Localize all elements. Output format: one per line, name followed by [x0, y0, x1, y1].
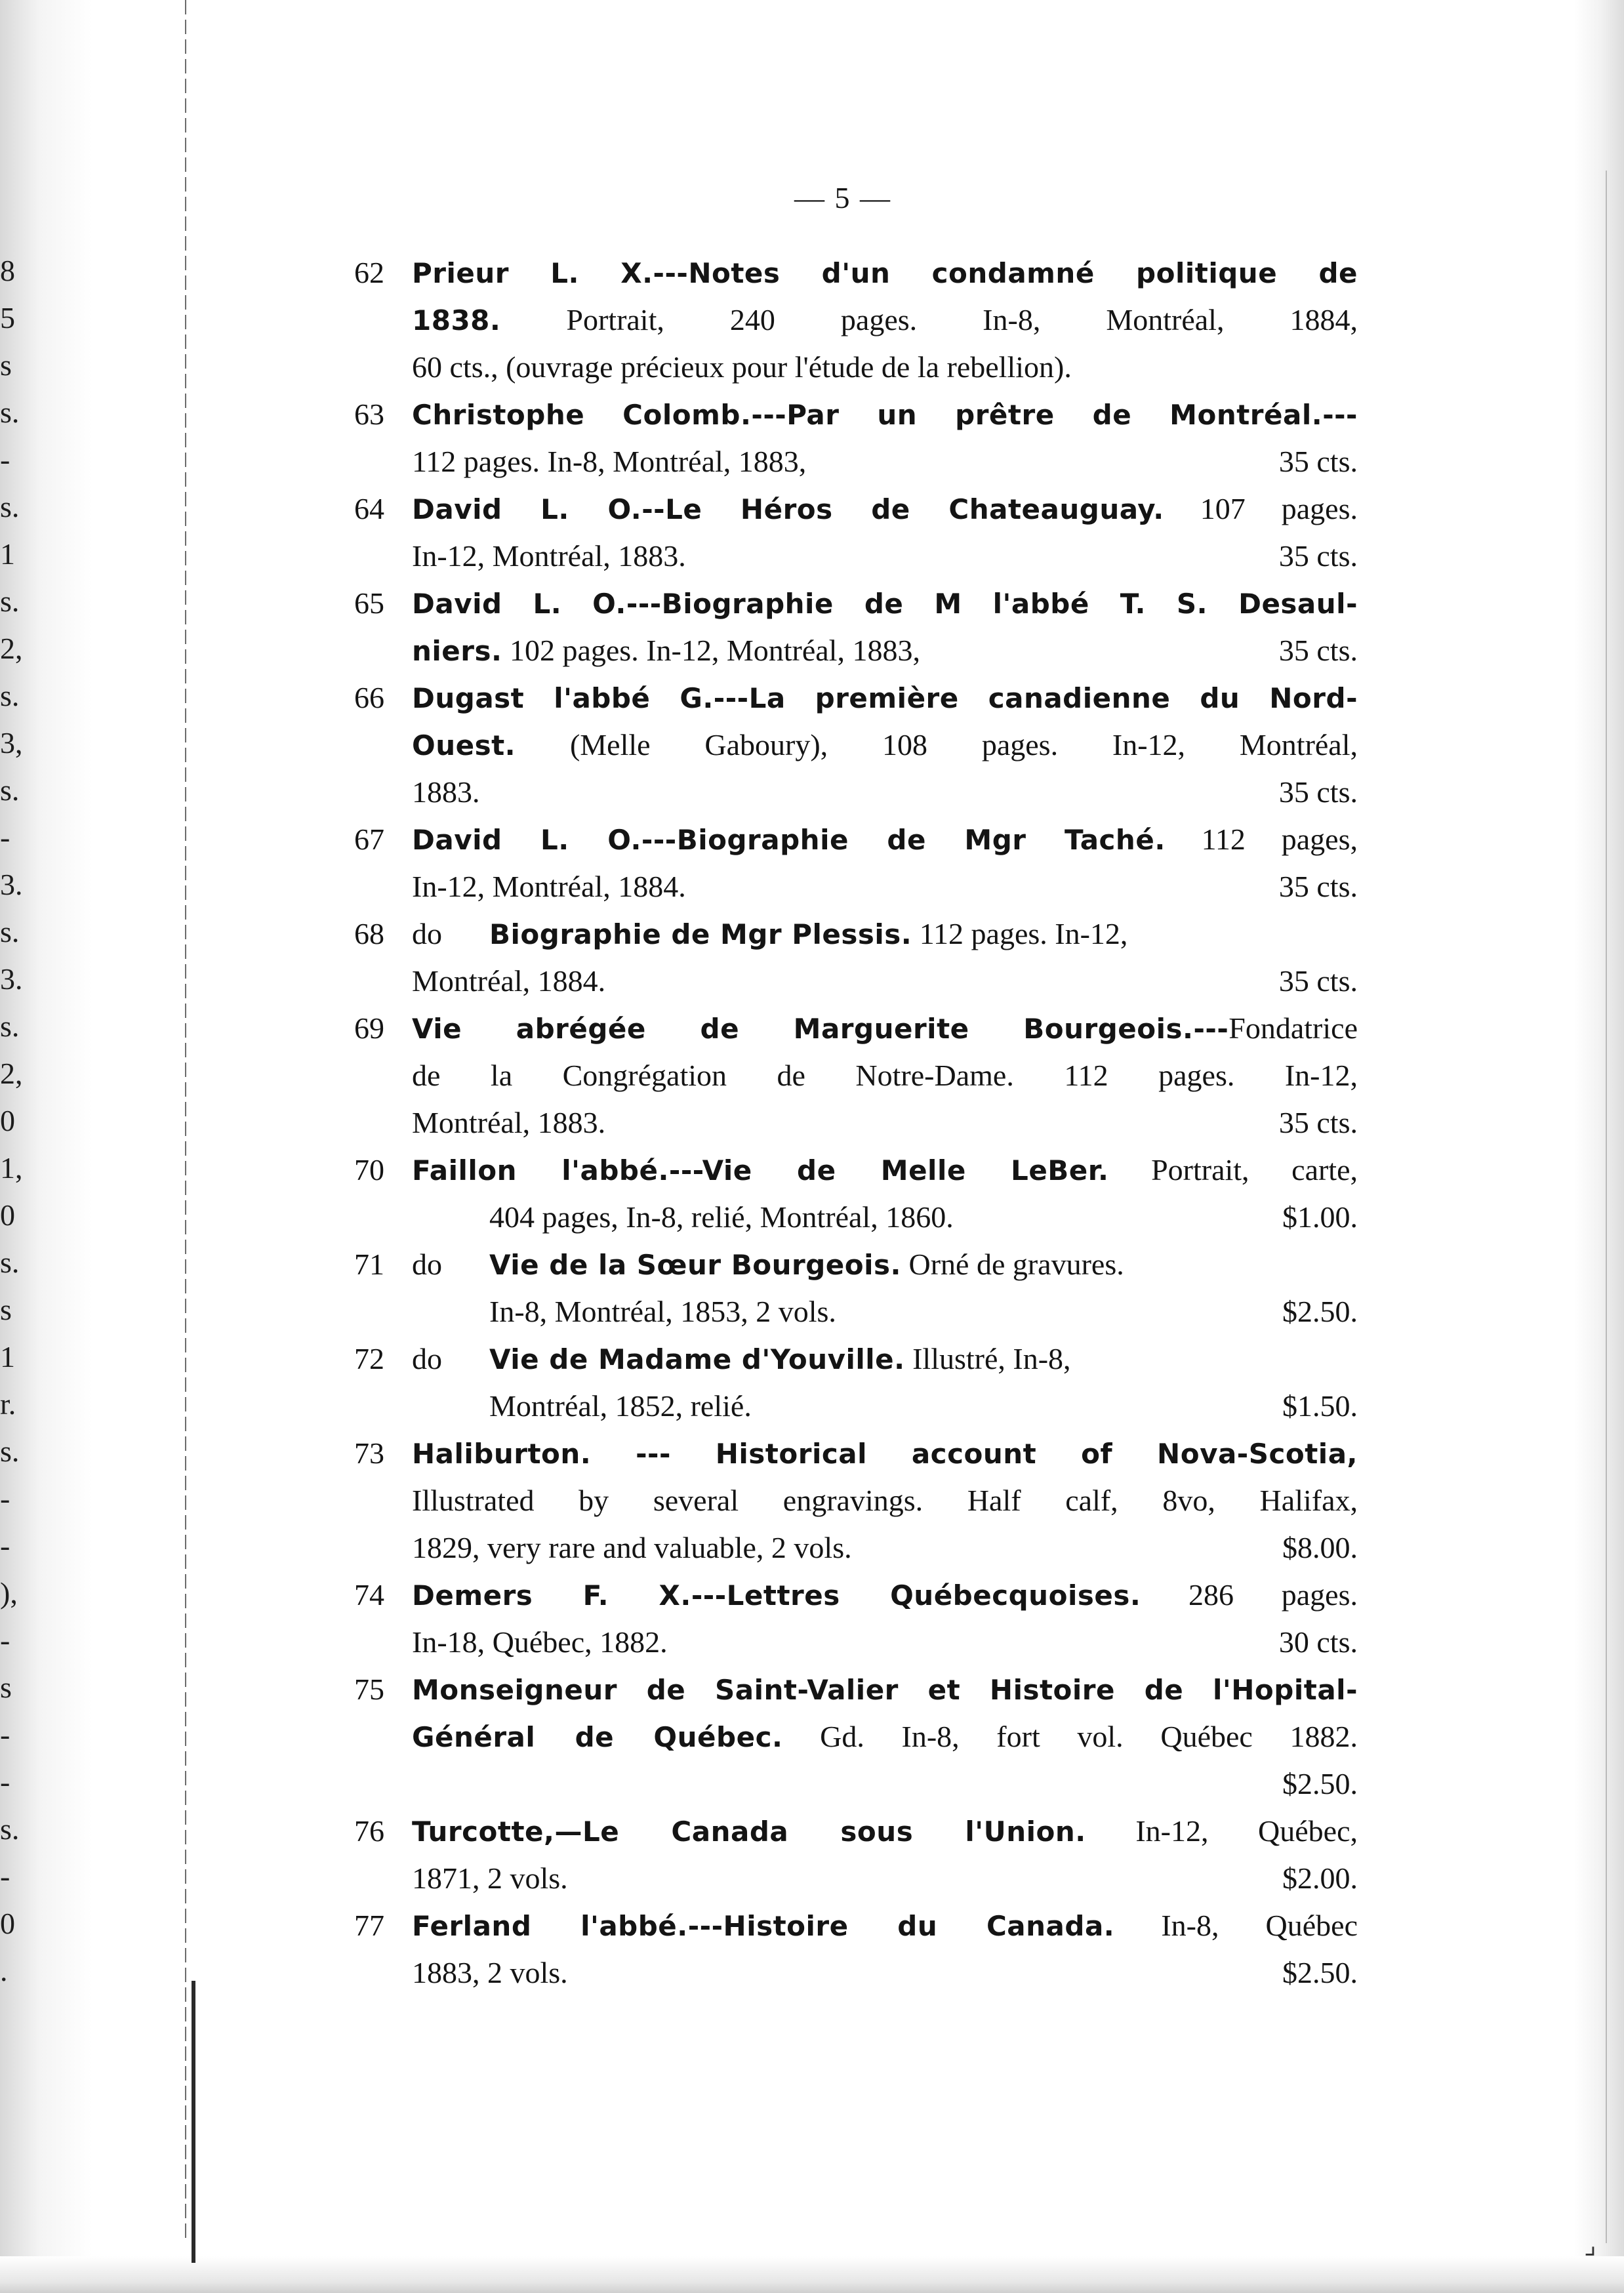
entry-details: Illustré, In-8,	[904, 1342, 1071, 1375]
entry-details: 1871, 2 vols.	[412, 1861, 568, 1895]
entry-number: 64	[354, 492, 384, 525]
entry-details: In-12, Québec,	[1086, 1814, 1358, 1848]
ditto-mark: do	[412, 917, 442, 950]
catalog-entry	[354, 1808, 1358, 1902]
facing-page-fragment: 1,	[0, 1151, 23, 1185]
entry-title: 1838.	[412, 304, 501, 336]
entry-line	[412, 1194, 1358, 1241]
catalog-entry	[354, 816, 1358, 910]
entry-line	[412, 344, 1358, 391]
catalog-entry	[354, 1572, 1358, 1666]
entry-details: 286 pages.	[1141, 1578, 1358, 1612]
entry-line	[412, 485, 1358, 533]
entry-title: Biographie de Mgr Plessis.	[489, 918, 912, 950]
facing-page-fragment: 0	[0, 1907, 15, 1940]
entry-details: 60 cts., (ouvrage précieux pour l'étude de la rebellion).	[412, 350, 1072, 384]
facing-page-fragment: s	[0, 1671, 12, 1704]
entry-title: Dugast l'abbé G.---La première canadienne du Nord-	[412, 682, 1358, 714]
page-bottom-shadow	[0, 2256, 1624, 2293]
entry-line	[412, 580, 1358, 627]
entry-price: $2.00.	[1282, 1861, 1358, 1895]
facing-page-fragment: 0	[0, 1198, 15, 1232]
facing-page-fragment: -	[0, 1482, 10, 1515]
entry-line	[412, 1760, 1358, 1808]
entry-details: Portrait, 240 pages. In-8, Montréal, 1884,	[500, 303, 1358, 336]
facing-page-fragment: s.	[0, 490, 20, 523]
entry-details: Portrait, carte,	[1108, 1153, 1358, 1187]
entry-line	[412, 1241, 1358, 1288]
entry-title: Général de Québec.	[412, 1721, 783, 1753]
entry-price: 35 cts.	[1278, 870, 1358, 903]
entry-number: 66	[354, 681, 384, 714]
entry-line	[412, 1666, 1358, 1713]
facing-page-fragment: .	[0, 1954, 8, 1987]
entry-details: Illustrated by several engravings. Half calf, 8vo, Halifax,	[412, 1484, 1358, 1517]
entry-details: de la Congrégation de Notre-Dame. 112 pages. In-12,	[412, 1059, 1358, 1092]
entry-price: $1.00.	[1282, 1200, 1358, 1234]
entry-details: 107 pages.	[1164, 492, 1358, 525]
entry-price: 35 cts.	[1278, 775, 1358, 809]
entry-title: David L. O.---Biographie de M l'abbé T. S. Desaul-	[412, 588, 1358, 620]
entry-price: 35 cts.	[1278, 539, 1358, 573]
entry-number: 71	[354, 1248, 384, 1281]
catalog-entry	[354, 249, 1358, 391]
entry-line	[412, 249, 1358, 296]
book-catalog-list	[354, 249, 1358, 1997]
entry-details: 112 pages,	[1165, 822, 1358, 856]
facing-page-fragment: s.	[0, 584, 20, 618]
entry-line	[412, 1902, 1358, 1949]
catalog-entry	[354, 485, 1358, 580]
facing-page-fragment: s.	[0, 1009, 20, 1043]
entry-line	[412, 1052, 1358, 1099]
binding-gutter-edge	[192, 1981, 195, 2263]
entry-title: Ferland l'abbé.---Histoire du Canada.	[412, 1910, 1115, 1942]
facing-page-fragment: s.	[0, 1812, 20, 1846]
facing-page-fragment: 5	[0, 301, 15, 335]
entry-details: In-8, Montréal, 1853, 2 vols.	[489, 1295, 836, 1328]
entry-price: 35 cts.	[1278, 1106, 1358, 1139]
entry-number: 67	[354, 822, 384, 856]
entry-details: (Melle Gaboury), 108 pages. In-12, Montréal,	[516, 728, 1358, 761]
entry-details: In-18, Québec, 1882.	[412, 1625, 668, 1659]
page-right-edge	[1606, 171, 1607, 2243]
entry-line	[412, 296, 1358, 344]
entry-title: David L. O.--Le Héros de Chateauguay.	[412, 493, 1164, 525]
facing-page-fragment: s.	[0, 1246, 20, 1279]
entry-details: Montréal, 1884.	[412, 964, 606, 998]
entry-number: 63	[354, 397, 384, 431]
facing-page-fragment: -	[0, 443, 10, 476]
facing-page-fragment: ),	[0, 1576, 18, 1610]
facing-page-fragment: -	[0, 1623, 10, 1657]
entry-number: 72	[354, 1342, 384, 1375]
entry-line	[412, 1619, 1358, 1666]
entry-price: $8.00.	[1282, 1531, 1358, 1564]
entry-line	[412, 1572, 1358, 1619]
facing-page-fragment: s	[0, 1293, 12, 1326]
entry-title: Prieur L. X.---Notes d'un condamné politique de	[412, 257, 1358, 289]
entry-price: $1.50.	[1282, 1389, 1358, 1423]
entry-line	[412, 438, 1358, 485]
entry-price: $2.50.	[1282, 1767, 1358, 1800]
catalog-entry	[354, 1146, 1358, 1241]
entry-title: David L. O.---Biographie de Mgr Taché.	[412, 824, 1166, 856]
entry-number: 77	[354, 1909, 384, 1942]
facing-page-fragment: -	[0, 821, 10, 854]
ditto-mark: do	[412, 1342, 442, 1375]
facing-page-fragment: 3.	[0, 868, 23, 901]
entry-number: 75	[354, 1673, 384, 1706]
entry-price: 35 cts.	[1278, 445, 1358, 478]
entry-details: Fondatrice	[1228, 1011, 1358, 1045]
entry-price: $2.50.	[1282, 1295, 1358, 1328]
entry-line	[412, 1808, 1358, 1855]
entry-details: 404 pages, In-8, relié, Montréal, 1860.	[489, 1200, 954, 1234]
entry-line	[412, 1524, 1358, 1572]
entry-number: 70	[354, 1153, 384, 1187]
entry-details: 1883, 2 vols.	[412, 1956, 568, 1989]
entry-details: In-12, Montréal, 1884.	[412, 870, 686, 903]
facing-page-fragment: s.	[0, 396, 20, 429]
facing-page-fragment: -	[0, 1765, 10, 1798]
facing-page-fragment: s.	[0, 773, 20, 807]
entry-number: 65	[354, 586, 384, 620]
catalog-entry	[354, 391, 1358, 485]
ditto-mark: do	[412, 1248, 442, 1281]
entry-title: Monseigneur de Saint-Valier et Histoire de l'Hopital-	[412, 1674, 1358, 1706]
facing-page-fragment: 1	[0, 537, 15, 571]
facing-page-fragment: 8	[0, 254, 15, 287]
entry-number: 62	[354, 256, 384, 289]
catalog-entry	[354, 1902, 1358, 1997]
facing-page-fragment: -	[0, 1859, 10, 1893]
entry-line	[412, 1383, 1358, 1430]
page-number: — 5 —	[794, 181, 891, 214]
entry-line	[412, 721, 1358, 769]
facing-page-fragment: 2,	[0, 632, 23, 665]
entry-details: In-8, Québec	[1114, 1909, 1358, 1942]
entry-price: 30 cts.	[1278, 1625, 1358, 1659]
entry-title: Ouest.	[412, 729, 516, 761]
entry-line	[412, 1288, 1358, 1335]
entry-number: 73	[354, 1436, 384, 1470]
entry-line	[412, 1949, 1358, 1997]
entry-details: 112 pages. In-8, Montréal, 1883,	[412, 445, 807, 478]
facing-page-fragment: s.	[0, 1434, 20, 1468]
facing-page-fragment: 3,	[0, 726, 23, 760]
catalog-entry	[354, 910, 1358, 1005]
entry-title: Vie de Madame d'Youville.	[489, 1343, 905, 1375]
entry-line	[412, 1430, 1358, 1477]
facing-page-fragment: -	[0, 1529, 10, 1562]
entry-title: Christophe Colomb.---Par un prêtre de Montréal.---	[412, 399, 1358, 431]
catalog-entry	[354, 674, 1358, 816]
entry-line	[412, 1335, 1358, 1383]
entry-number: 68	[354, 917, 384, 950]
entry-number: 69	[354, 1011, 384, 1045]
facing-page-fragment: r.	[0, 1387, 16, 1421]
entry-title: Vie de la Sœur Bourgeois.	[489, 1249, 901, 1281]
entry-price: $2.50.	[1282, 1956, 1358, 1989]
entry-line	[412, 533, 1358, 580]
entry-line	[412, 627, 1358, 674]
catalog-entry	[354, 580, 1358, 674]
entry-line	[412, 816, 1358, 863]
binding-gutter-line	[185, 0, 186, 2243]
entry-title: Vie abrégée de Marguerite Bourgeois.---	[412, 1013, 1229, 1045]
entry-line	[412, 674, 1358, 721]
entry-number: 76	[354, 1814, 384, 1848]
entry-details: 1829, very rare and valuable, 2 vols.	[412, 1531, 852, 1564]
facing-page-fragment: s.	[0, 915, 20, 948]
facing-page-fragment: s.	[0, 679, 20, 712]
entry-title: Haliburton. --- Historical account of Nova-Scotia,	[412, 1438, 1358, 1470]
entry-title: Demers F. X.---Lettres Québecquoises.	[412, 1579, 1141, 1612]
catalog-entry	[354, 1241, 1358, 1335]
entry-details: Montréal, 1883.	[412, 1106, 606, 1139]
facing-page-fragment: s	[0, 348, 12, 382]
page-corner-mark: ⌟	[1584, 2230, 1596, 2260]
entry-title: niers.	[412, 635, 502, 667]
entry-line	[412, 1477, 1358, 1524]
facing-page-fragment: -	[0, 1718, 10, 1751]
facing-page-fragment: 1	[0, 1340, 15, 1373]
entry-details: 102 pages. In-12, Montréal, 1883,	[502, 634, 920, 667]
entry-line	[412, 1146, 1358, 1194]
catalog-entry	[354, 1430, 1358, 1572]
entry-details: Orné de gravures.	[901, 1248, 1124, 1281]
entry-details: 1883.	[412, 775, 480, 809]
catalog-entry	[354, 1666, 1358, 1808]
entry-details: In-12, Montréal, 1883.	[412, 539, 686, 573]
entry-details: Montréal, 1852, relié.	[489, 1389, 752, 1423]
entry-price: 35 cts.	[1278, 634, 1358, 667]
entry-title: Faillon l'abbé.---Vie de Melle LeBer.	[412, 1154, 1109, 1187]
entry-line	[412, 1005, 1358, 1052]
facing-page-fragment: 2,	[0, 1057, 23, 1090]
facing-page-fragment: 3.	[0, 962, 23, 996]
entry-price: 35 cts.	[1278, 964, 1358, 998]
entry-line	[412, 391, 1358, 438]
entry-line	[412, 769, 1358, 816]
entry-line	[412, 1713, 1358, 1760]
entry-number: 74	[354, 1578, 384, 1612]
facing-page-fragment: 0	[0, 1104, 15, 1137]
entry-details: Gd. In-8, fort vol. Québec 1882.	[782, 1720, 1358, 1753]
catalog-entry	[354, 1335, 1358, 1430]
catalog-entry	[354, 1005, 1358, 1146]
entry-line	[412, 1855, 1358, 1902]
entry-line	[412, 910, 1358, 958]
entry-details: 112 pages. In-12,	[912, 917, 1128, 950]
entry-title: Turcotte,—Le Canada sous l'Union.	[412, 1816, 1086, 1848]
entry-line	[412, 958, 1358, 1005]
entry-line	[412, 1099, 1358, 1146]
entry-line	[412, 863, 1358, 910]
